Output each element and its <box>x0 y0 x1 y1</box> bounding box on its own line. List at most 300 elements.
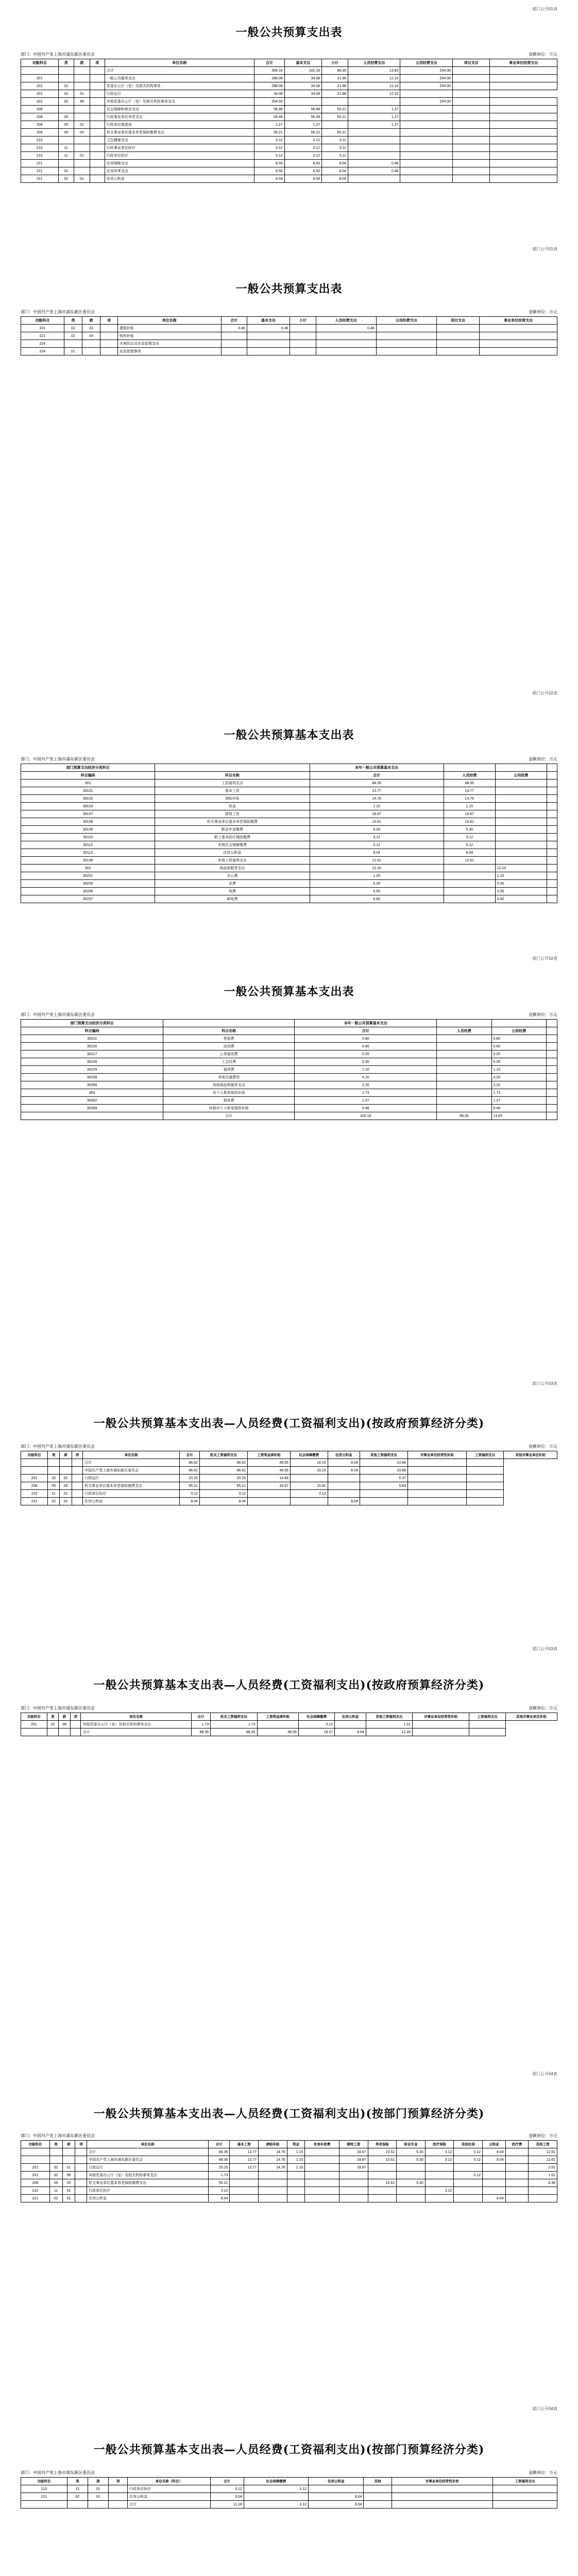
table-cell: 0.12 <box>298 1721 334 1728</box>
table-cell: 01 <box>60 1475 72 1482</box>
subheader-row <box>21 1027 557 1035</box>
table-cell: 221 <box>21 160 59 167</box>
table-cell: 32 <box>48 1475 60 1482</box>
table-cell: 合计 <box>87 2148 209 2156</box>
table-cell <box>364 2485 392 2493</box>
column-header <box>163 1020 295 1027</box>
column-header: 其他 <box>364 2478 392 2485</box>
table-cell <box>452 82 490 90</box>
table-cell: 03 <box>82 332 100 340</box>
table-cell: 32 <box>49 2172 62 2179</box>
table-cell: 1.73 <box>209 2172 230 2179</box>
table-cell <box>466 1498 504 1505</box>
table-cell: 254.00 <box>400 67 453 75</box>
table-cell: 30108 <box>21 818 155 826</box>
table-cell: 10.61 <box>368 2179 397 2187</box>
table-cell: 1.61 <box>529 2172 557 2179</box>
column-subheader: 科目名称 <box>155 772 310 779</box>
table-cell <box>495 818 547 826</box>
table-cell <box>547 841 557 849</box>
table-cell: 05 <box>49 2179 62 2187</box>
table-cell <box>247 1490 290 1498</box>
table-cell: 8.04 <box>322 167 348 175</box>
column-header: 款 <box>62 2141 75 2148</box>
table-cell: 合计 <box>81 1728 191 1736</box>
table-cell: 4.20 <box>491 1074 546 1081</box>
table-cell <box>59 1728 71 1736</box>
table-cell <box>62 2148 75 2156</box>
table-cell <box>546 1043 557 1050</box>
table-cell: 19.27 <box>298 1728 334 1736</box>
table-cell <box>547 865 557 872</box>
table-cell: 3.12 <box>322 152 348 160</box>
table-row <box>21 1035 557 1043</box>
table-cell <box>21 67 59 75</box>
table-cell <box>348 152 400 160</box>
table-cell: 34.08 <box>254 90 284 98</box>
table-cell <box>75 2195 87 2202</box>
table-cell: 102.18 <box>295 1112 437 1120</box>
table-row <box>21 826 557 834</box>
table-cell: 8.50 <box>254 167 284 175</box>
table-cell: 绩效工资 <box>155 810 310 818</box>
table-cell <box>444 872 495 880</box>
budget-table <box>21 764 557 903</box>
table-row <box>21 2187 557 2195</box>
table-cell <box>490 129 557 137</box>
column-header: 医疗保险 <box>425 2141 454 2148</box>
table-cell <box>60 1459 72 1467</box>
table-cell <box>547 803 557 810</box>
table-cell <box>348 129 400 137</box>
table-row <box>21 98 557 106</box>
table-cell: 党委办公厅（室）及相关机构事务 <box>105 82 254 90</box>
table-cell <box>74 82 90 90</box>
table-cell <box>21 2148 50 2156</box>
table-cell: 机关事业单位基本养老保险缴费 <box>155 818 310 826</box>
table-cell: 30399 <box>21 1105 163 1112</box>
table-cell <box>221 348 247 355</box>
table-cell <box>58 160 74 167</box>
table-cell <box>230 2172 259 2179</box>
column-header: 类 <box>48 1451 60 1459</box>
table-cell: 8.39 <box>529 2179 557 2187</box>
table-cell <box>546 1058 557 1066</box>
budget-table <box>21 1713 557 1736</box>
table-cell: 8.04 <box>210 2493 244 2501</box>
table-cell: 其他商品和服务支出 <box>163 1081 295 1089</box>
unit-label: 金额单位：万元 <box>529 2470 557 2475</box>
table-row <box>21 818 557 826</box>
table-cell: 3.12 <box>209 2187 230 2195</box>
table-cell: 一般公共服务支出 <box>105 75 254 82</box>
column-header: 合计 <box>210 2478 244 2485</box>
table-cell: 14.76 <box>259 2148 287 2156</box>
unit-label: 金额单位：万元 <box>529 1012 557 1017</box>
table-cell <box>322 121 348 129</box>
column-header: 合计 <box>221 317 247 325</box>
column-header: 单位名称 <box>117 317 221 325</box>
column-header: 项 <box>109 2478 128 2485</box>
table-cell <box>452 144 490 152</box>
table-cell <box>376 332 436 340</box>
table-cell: 201 <box>21 82 59 90</box>
table-cell: 13.77 <box>310 787 444 795</box>
table-cell <box>490 75 557 82</box>
table-cell: 10.88 <box>360 1459 407 1467</box>
table-row <box>21 865 557 872</box>
table-cell: 14.76 <box>310 795 444 803</box>
table-cell <box>425 2164 454 2172</box>
table-cell: 210 <box>21 2187 50 2195</box>
table-cell: 30302 <box>21 1097 163 1105</box>
table-cell: 208 <box>21 121 59 129</box>
table-cell: 津贴补贴 <box>155 795 310 803</box>
table-cell <box>244 2493 308 2501</box>
table-cell <box>437 1105 491 1112</box>
column-header: 项目支出 <box>436 317 480 325</box>
org-label: 部门：中国共产党上海市浦东新区委员会 <box>21 1444 95 1449</box>
table-cell: 48.55 <box>247 1467 290 1475</box>
table-cell <box>287 2172 305 2179</box>
table-cell <box>368 2187 397 2195</box>
table-cell: 1.73 <box>491 1089 546 1097</box>
table-cell <box>360 1498 407 1505</box>
table-cell: 356.18 <box>254 67 284 75</box>
table-cell: 88.35 <box>211 1728 257 1736</box>
column-header: 其他对事业单位补助 <box>504 1451 557 1459</box>
table-cell: 卫生健康支出 <box>105 137 254 144</box>
table-cell: 86.62 <box>199 1467 247 1475</box>
column-subheader: 合计 <box>310 772 444 779</box>
table-row <box>21 325 557 332</box>
table-cell: 208 <box>21 129 59 137</box>
table-cell: 19.15 <box>290 1467 328 1475</box>
table-cell <box>505 2179 529 2187</box>
table-cell: 工资福利支出 <box>155 779 310 787</box>
table-cell: 21.98 <box>322 75 348 82</box>
table-cell <box>70 1721 81 1728</box>
table-cell: 12.61 <box>444 857 495 865</box>
table-row <box>21 121 557 129</box>
unit-label: 金额单位：万元 <box>529 757 557 761</box>
column-header: 公积金 <box>483 2141 506 2148</box>
table-cell: 基本工资 <box>155 787 310 795</box>
budget-table <box>21 2140 557 2202</box>
table-cell: 8.04 <box>254 175 284 183</box>
table-row <box>21 1081 557 1089</box>
table-cell <box>495 795 547 803</box>
table-cell: 8.04 <box>328 1467 360 1475</box>
table-cell: 301 <box>21 779 155 787</box>
table-cell: 8.04 <box>328 1459 360 1467</box>
table-cell: 培训费 <box>163 1043 295 1050</box>
table-cell: 88.35 <box>444 779 495 787</box>
column-header: 功能科目 <box>21 1713 47 1721</box>
column-subheader: 科目名称 <box>163 1027 295 1035</box>
table-cell <box>247 340 290 348</box>
table-cell <box>483 2172 506 2179</box>
table-cell <box>452 160 490 167</box>
table-cell: 201 <box>21 98 59 106</box>
table-cell <box>495 834 547 841</box>
table-cell: 3.12 <box>322 144 348 152</box>
table-cell: 1.15 <box>287 2156 305 2164</box>
page-title: 一般公共预算基本支出表—人员经费(工资福利支出)(按政府预算经济分类) <box>93 1417 485 1430</box>
table-cell: 其他社会保障缴费 <box>155 841 310 849</box>
table-cell: 机关事业单位基本养老保险缴费支出 <box>83 1482 180 1490</box>
table-cell: 55.21 <box>322 106 348 113</box>
column-header: 工资奖金津补贴 <box>247 1451 290 1459</box>
column-header: 类 <box>58 59 74 67</box>
column-subheader: 人员经费 <box>437 1027 491 1035</box>
table-cell <box>400 90 453 98</box>
table-cell: 86.62 <box>180 1459 200 1467</box>
table-cell <box>392 2493 492 2501</box>
table-row <box>21 167 557 175</box>
table-cell: 0.80 <box>491 1035 546 1043</box>
table-row <box>21 2501 557 2509</box>
table-cell: 1.73 <box>211 1721 257 1728</box>
column-header: 职业年金 <box>397 2141 426 2148</box>
table-cell <box>546 1097 557 1105</box>
table-cell: 88.35 <box>322 67 348 75</box>
page-title: 一般公共预算基本支出表 <box>224 985 354 998</box>
table-cell <box>67 2501 88 2509</box>
unit-label: 金额单位：万元 <box>529 1444 557 1449</box>
table-cell: 02 <box>48 1498 60 1505</box>
table-row <box>21 90 557 98</box>
table-cell: 254.00 <box>254 98 284 106</box>
table-cell: 02 <box>58 167 74 175</box>
table-cell <box>335 1721 366 1728</box>
table-cell: 30228 <box>21 1058 163 1066</box>
column-header: 公用经费支出 <box>376 317 436 325</box>
table-cell <box>316 348 376 355</box>
table-cell <box>490 160 557 167</box>
table-cell <box>495 841 547 849</box>
table-cell: 20.25 <box>199 1475 247 1482</box>
table-cell: 0.46 <box>316 325 376 332</box>
table-cell <box>437 1089 491 1097</box>
table-cell <box>437 1074 491 1081</box>
table-cell <box>75 2172 87 2179</box>
table-cell <box>72 1482 82 1490</box>
table-cell <box>466 1467 504 1475</box>
table-cell <box>88 2501 109 2509</box>
table-cell: 30101 <box>21 787 155 795</box>
table-cell <box>247 1498 290 1505</box>
table-cell: 32 <box>49 2164 62 2172</box>
table-cell: 254.00 <box>400 75 453 82</box>
table-cell: 0.35 <box>295 1058 437 1066</box>
table-cell: 11 <box>49 2187 62 2195</box>
table-cell: 99 <box>74 98 90 106</box>
column-header: 社会保障缴费 <box>298 1713 334 1721</box>
table-cell <box>109 2493 128 2501</box>
table-cell <box>546 1074 557 1081</box>
table-cell: 01 <box>64 348 82 355</box>
table-cell <box>466 1459 504 1467</box>
org-label: 部门：中国共产党上海市浦东新区委员会 <box>21 52 95 57</box>
table-cell: 3.12 <box>284 152 322 160</box>
table-cell: 0.20 <box>491 1050 546 1058</box>
table-cell: 10.88 <box>360 1467 407 1475</box>
table-cell: 13.77 <box>444 787 495 795</box>
table-cell <box>100 340 117 348</box>
table-cell <box>75 2164 87 2172</box>
header-row <box>21 2478 557 2485</box>
org-label: 部门：中国共产党上海市浦东新区委员会 <box>21 2133 95 2138</box>
column-subheader: 公用经费 <box>491 1027 546 1035</box>
table-row <box>21 1498 557 1505</box>
table-cell <box>546 1105 557 1112</box>
table-cell: 2.20 <box>491 1081 546 1089</box>
table-cell <box>505 2164 529 2172</box>
table-cell <box>444 880 495 888</box>
column-header: 功能科目 <box>21 59 59 67</box>
table-cell: 30211 <box>21 1035 163 1043</box>
table-cell: 10.61 <box>310 818 444 826</box>
table-cell <box>480 348 557 355</box>
subheader-row <box>21 772 557 779</box>
column-header: 住房公积金 <box>328 1451 360 1459</box>
table-cell <box>436 348 480 355</box>
table-cell: 0.80 <box>295 1035 437 1043</box>
column-header: 项 <box>72 1451 82 1459</box>
table-cell: 221 <box>21 167 59 175</box>
table-cell: 208 <box>21 2179 50 2187</box>
budget-table <box>21 59 557 183</box>
table-cell: 254.00 <box>400 82 453 90</box>
table-cell: 其他对个人和家庭的补助 <box>163 1105 295 1112</box>
table-cell <box>305 2172 339 2179</box>
table-cell <box>284 98 322 106</box>
column-header: 工资福利支出 <box>466 1451 504 1459</box>
table-cell: 电费 <box>155 888 310 895</box>
table-cell: 102.18 <box>284 67 322 75</box>
table-cell: 34.08 <box>284 75 322 82</box>
table-cell <box>437 1081 491 1089</box>
column-header: 项目支出 <box>452 59 490 67</box>
table-cell <box>90 167 105 175</box>
table-cell <box>397 2187 426 2195</box>
table-cell <box>364 2501 392 2509</box>
table-cell: 99 <box>59 1721 71 1728</box>
table-cell <box>58 75 74 82</box>
table-cell <box>547 810 557 818</box>
column-header: 功能科目 <box>21 317 64 325</box>
table-cell <box>490 121 557 129</box>
table-cell: 8.04 <box>444 849 495 857</box>
table-cell: 30199 <box>21 857 155 865</box>
table-cell: 88.35 <box>310 779 444 787</box>
table-cell: 302 <box>21 865 155 872</box>
table-row <box>21 787 557 795</box>
table-cell: 8.04 <box>322 160 348 167</box>
column-header <box>495 764 547 772</box>
table-cell <box>529 2195 557 2202</box>
unit-label: 金额单位：万元 <box>529 52 557 57</box>
table-cell: 55.21 <box>180 1482 200 1490</box>
table-cell <box>305 2148 339 2156</box>
column-header: 伙食补助费 <box>305 2141 339 2148</box>
table-cell: 5.30 <box>397 2148 426 2156</box>
table-cell: 3.12 <box>210 2485 244 2493</box>
table-cell <box>490 98 557 106</box>
table-cell: 210 <box>21 1490 48 1498</box>
table-cell <box>436 332 480 340</box>
table-cell <box>90 106 105 113</box>
table-cell <box>454 2164 483 2172</box>
table-cell: 30217 <box>21 1050 163 1058</box>
column-header: 单位名称 <box>105 59 254 67</box>
table-row <box>21 2172 557 2179</box>
table-cell: 职工基本医疗保险缴费 <box>155 834 310 841</box>
table-cell: 1.15 <box>287 2148 305 2156</box>
table-cell: 01 <box>74 121 90 129</box>
table-cell <box>408 1498 467 1505</box>
table-cell <box>437 1050 491 1058</box>
table-cell <box>48 1467 60 1475</box>
table-cell <box>547 795 557 803</box>
column-header: 部门预算支出经济分类科目 <box>21 1020 163 1027</box>
table-cell <box>495 857 547 865</box>
table-cell: 8.04 <box>483 2148 506 2156</box>
table-cell <box>290 325 316 332</box>
table-cell <box>100 325 117 332</box>
table-cell: 30207 <box>21 895 155 903</box>
table-cell <box>348 98 400 106</box>
table-cell <box>490 167 557 175</box>
table-cell: 30206 <box>21 888 155 895</box>
table-cell <box>437 1043 491 1050</box>
table-cell: 01 <box>60 1490 72 1498</box>
table-cell <box>425 2195 454 2202</box>
table-cell: 1.27 <box>254 121 284 129</box>
table-cell: 0.12 <box>444 841 495 849</box>
table-cell <box>74 113 90 121</box>
table-cell <box>452 137 490 144</box>
table-cell <box>290 1475 328 1482</box>
table-cell: 12.61 <box>529 2148 557 2156</box>
table-cell <box>100 348 117 355</box>
table-cell <box>452 152 490 160</box>
table-cell: 56.48 <box>284 106 322 113</box>
table-cell: 01 <box>88 2485 109 2493</box>
column-header: 医疗费 <box>505 2141 529 2148</box>
table-cell <box>452 121 490 129</box>
table-cell: 2.61 <box>529 2164 557 2172</box>
table-cell: 86.62 <box>199 1459 247 1467</box>
table-cell: 机关事业单位基本养老保险缴费支出 <box>87 2179 209 2187</box>
table-cell <box>547 872 557 880</box>
table-cell: 3.12 <box>425 2187 454 2195</box>
table-cell: 201 <box>21 1721 47 1728</box>
table-row <box>21 2164 557 2172</box>
table-cell <box>74 67 90 75</box>
table-cell: 19.15 <box>290 1459 328 1467</box>
table-cell <box>90 113 105 121</box>
table-cell: 其他党委办公厅（室）及相关机构事务支出 <box>105 98 254 106</box>
column-subheader: 人员经费 <box>444 772 495 779</box>
column-header: 类 <box>64 317 82 325</box>
table-cell: 18.87 <box>339 2156 368 2164</box>
table-cell <box>546 1050 557 1058</box>
table-cell <box>259 2179 287 2187</box>
table-cell: 14.76 <box>259 2156 287 2164</box>
page-title: 一般公共预算支出表 <box>235 26 343 39</box>
